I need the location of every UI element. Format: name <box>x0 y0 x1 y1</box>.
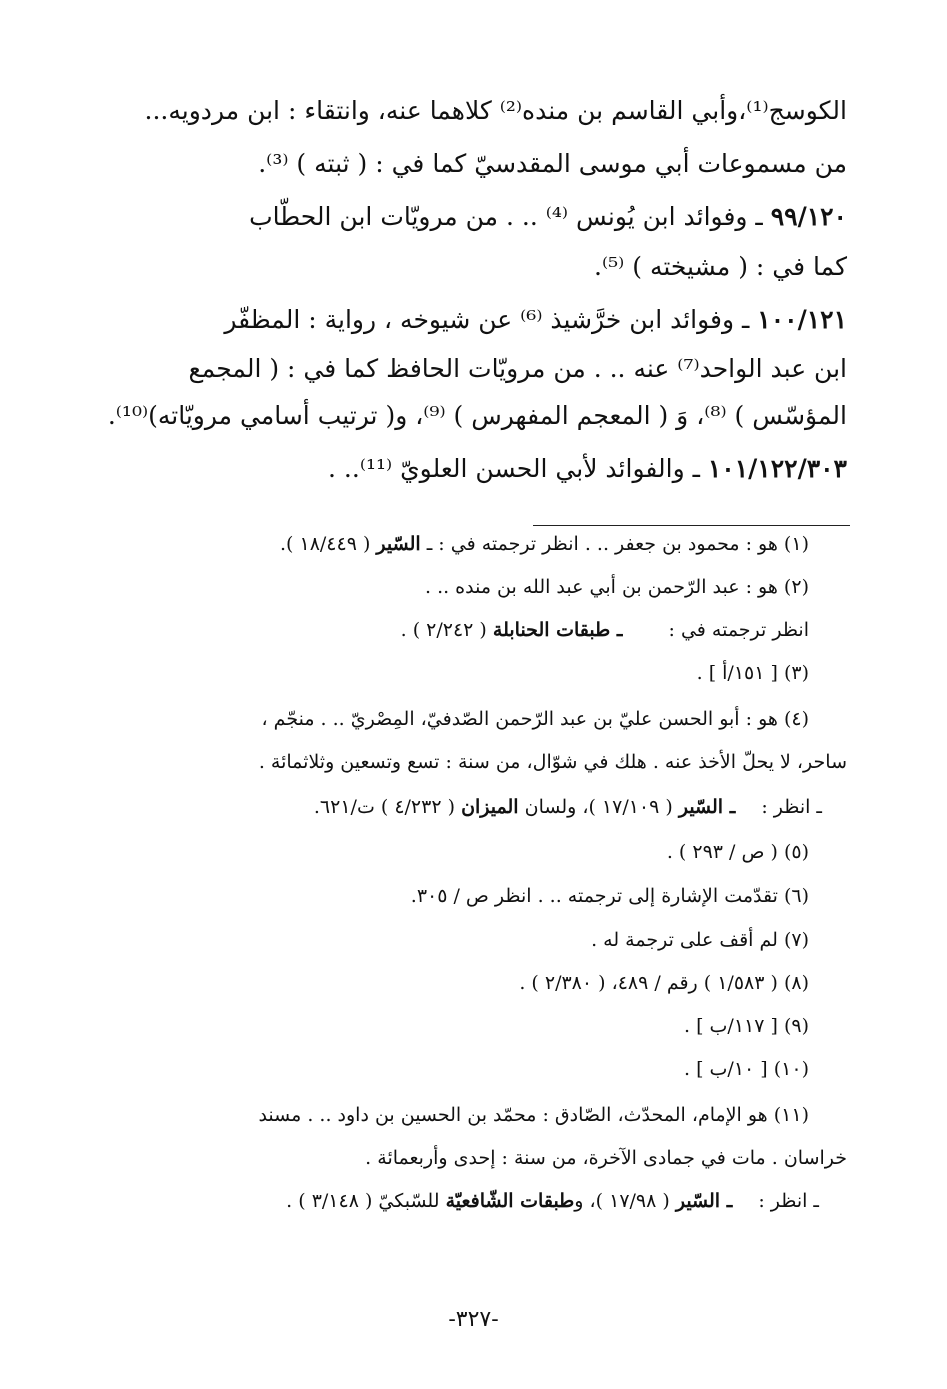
entry-303 <box>328 456 847 481</box>
book-title: الميزان <box>461 796 519 818</box>
footnote-4: (٤) هو : أبو الحسن عليّ بن عبد الرّحمن الصّدفيّ، المِصْريّ .. . منجّم ، <box>261 708 809 730</box>
footnote-11-ref <box>286 1192 819 1211</box>
entry-text: ـ والفوائد لأبي الحسن العلويّ ⁽¹¹⁾.. . <box>328 454 700 483</box>
page-number: -٣٢٧- <box>448 1307 499 1332</box>
main-line-6: ابن عبد الواحد⁽⁷⁾ عنه .. . من مرويّات الحافظ كما في : ( المجمع <box>188 354 847 383</box>
main-line-4: كما في : ( مشيخته ) ⁽⁵⁾. <box>594 252 847 281</box>
footnote-text: ( ١٧/٩٨ )، و <box>574 1190 670 1212</box>
footnote-2: (٢) هو : عبد الرّحمن بن أبي عبد الله بن منده .. . <box>424 576 809 598</box>
main-line-1: الكوسج⁽¹⁾،وأبي القاسم بن منده⁽²⁾ كلاهما عنه، وانتقاء : ابن مردويه... <box>144 96 847 125</box>
footnote-11: (١١) هو الإمام، المحدّث، الصّادق : محمّد بن الحسين بن داود .. . مسند <box>258 1104 809 1126</box>
footnote-text: ( ٢/٢٤٢ ) . <box>400 619 487 641</box>
main-line-2: من مسموعات أبي موسى المقدسيّ كما في : ( ثبته ) ⁽³⁾. <box>258 149 847 178</box>
footnote-1 <box>280 535 809 554</box>
entry-121 <box>224 307 847 332</box>
entry-text: ـ وفوائد ابن خرَّشيذ ⁽⁶⁾ عن شيوخه ، رواية : المظفّر <box>224 305 750 334</box>
footnote-separator <box>533 525 850 526</box>
footnote-2-ref <box>401 621 809 640</box>
footnote-3: (٣) [ ١٥١/أ ] . <box>696 662 809 684</box>
footnote-11-cont: خراسان . مات في جمادى الآخرة، من سنة : إحدى وأربعمائة . <box>365 1147 847 1169</box>
footnote-9: (٩) [ ١١٧/ب ] . <box>684 1015 809 1037</box>
footnote-text: ـ انظر : <box>761 796 822 818</box>
book-title: ـ السّير <box>678 796 736 818</box>
footnote-10: (١٠) [ ١٠/ب ] . <box>684 1058 809 1080</box>
footnote-8: (٨) ( ١/٥٨٣ ) رقم / ٤٨٩، ( ٢/٣٨٠ ) . <box>519 972 809 994</box>
footnote-7: (٧) لم أقف على ترجمة له . <box>591 929 809 951</box>
footnote-text: (١) هو : محمود بن جعفر .. . انظر ترجمته في : ـ <box>426 533 809 555</box>
entry-number: ١٠١/١٢٢/٣٠٣ <box>707 454 847 483</box>
footnote-text: ( ١٧/١٠٩ )، ولسان <box>524 796 673 818</box>
footnote-4-cont: ساحر، لا يحلّ الأخذ عنه . هلك في شوّال، من سنة : تسع وتسعين وثلاثمائة . <box>258 751 847 773</box>
footnote-5: (٥) ( ص / ٢٩٣ ) . <box>666 841 809 863</box>
footnote-text: ـ انظر : <box>758 1190 819 1212</box>
footnote-text: انظر ترجمته في : <box>668 619 809 641</box>
footnote-4-ref <box>314 798 822 817</box>
book-title: طبقات الشّافعيّة <box>445 1190 575 1212</box>
book-title: ـ طبقات الحنابلة <box>492 619 623 641</box>
footnote-text: ( ١٨/٤٤٩ ). <box>279 533 371 555</box>
footnote-text: ( ٤/٢٣٢ ) ت/٦٢١. <box>313 796 456 818</box>
footnote-text: للسّبكيّ ( ٣/١٤٨ ) . <box>286 1190 440 1212</box>
book-title: السّير <box>376 533 421 555</box>
entry-text: ـ وفوائد ابن يُونس ⁽⁴⁾ .. . من مرويّات ابن الحطّاب <box>249 202 763 231</box>
entry-number: ٩٩/١٢٠ <box>770 202 847 231</box>
main-line-7: المؤسّس ) ⁽⁸⁾، وَ ( المعجم المفهرس ) ⁽⁹⁾، و( ترتيب أسامي مرويّاته)⁽¹⁰⁾. <box>107 401 847 430</box>
book-title: ـ السّير <box>675 1190 733 1212</box>
entry-number: ١٠٠/١٢١ <box>757 305 847 334</box>
footnote-6: (٦) تقدّمت الإشارة إلى ترجمته .. . انظر ص / ٣٠٥. <box>410 885 809 907</box>
entry-120 <box>249 204 847 229</box>
